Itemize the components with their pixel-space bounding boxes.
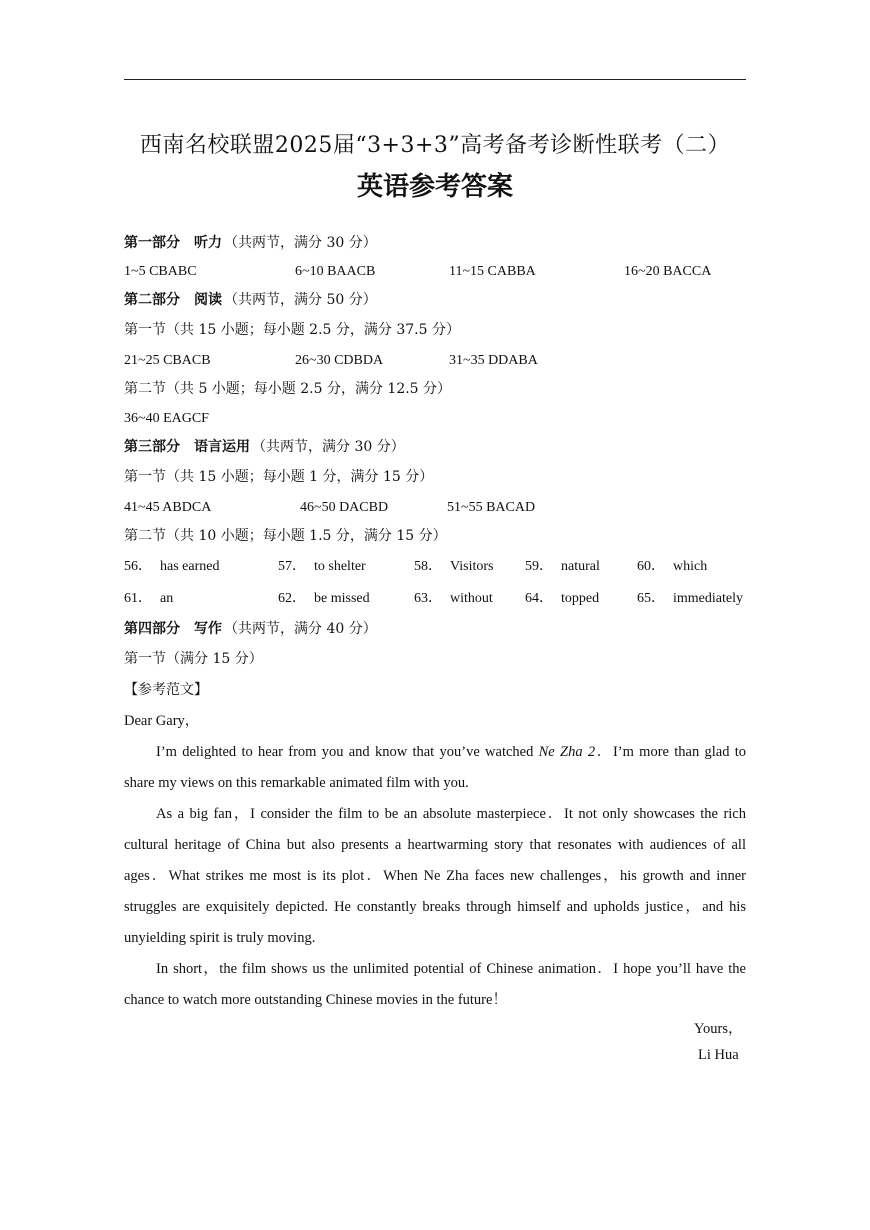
answer-group: 21~25 CBACB bbox=[124, 353, 211, 368]
fill-word: without bbox=[450, 591, 493, 606]
letter-paragraph: As a big fan，I consider the film to be an absolute masterpiece．It not only showcases the rich cultural heritage of China but also presents a heartwarming story that resonates with audiences of all ages．What strikes me most is its plot．When Ne Zha faces new challenges，his growth and inner struggles are exquisitely depicted. He constantly breaks through himself and upholds justice，and his unyielding spirit is truly moving. bbox=[124, 806, 746, 946]
film-title: Ne Zha 2 bbox=[538, 744, 596, 760]
part4-label: 第四部分 bbox=[124, 621, 180, 637]
fill-answer bbox=[414, 557, 494, 577]
fill-number: 56． bbox=[124, 559, 152, 574]
answer-group: 41~45 ABDCA bbox=[124, 500, 212, 515]
answer-group: 1~5 CBABC bbox=[124, 264, 197, 279]
fill-answer bbox=[637, 557, 707, 577]
answer-group: 46~50 DACBD bbox=[300, 500, 389, 515]
fill-word: has earned bbox=[160, 559, 220, 574]
part2-section1-heading: 第一节（共 15 小题；每小题 2.5 分，满分 37.5 分） bbox=[124, 322, 460, 338]
fill-word: topped bbox=[561, 591, 600, 606]
answer-group: 26~30 CDBDA bbox=[295, 353, 384, 368]
part3-note: （共两节，满分 30 分） bbox=[252, 439, 405, 455]
letter-greeting: Dear Gary， bbox=[124, 713, 200, 729]
fill-number: 63． bbox=[414, 591, 442, 606]
part3-label: 第三部分 bbox=[124, 439, 180, 455]
fill-number: 64． bbox=[525, 591, 553, 606]
part3-section2-heading: 第二节（共 10 小题；每小题 1.5 分，满分 15 分） bbox=[124, 528, 447, 544]
letter-text: I’m delighted to hear from you and know that you’ve watched bbox=[156, 744, 539, 760]
answer-group: 6~10 BAACB bbox=[295, 264, 376, 279]
part4-heading bbox=[124, 619, 377, 639]
fill-word: immediately bbox=[673, 591, 743, 606]
fill-number: 61． bbox=[124, 591, 152, 606]
fill-number: 57． bbox=[278, 559, 306, 574]
part3-section1-heading: 第一节（共 15 小题；每小题 1 分，满分 15 分） bbox=[124, 469, 434, 485]
fill-word: which bbox=[673, 559, 708, 574]
document-title: 西南名校联盟2025届“3+3+3”高考备考诊断性联考（二） bbox=[139, 133, 731, 158]
fill-answer bbox=[414, 589, 493, 609]
part4-name: 写作 bbox=[194, 621, 222, 637]
part2-note: （共两节，满分 50 分） bbox=[224, 292, 377, 308]
fill-answer bbox=[124, 589, 173, 609]
part2-heading bbox=[124, 290, 377, 310]
part2-section2-heading: 第二节（共 5 小题；每小题 2.5 分，满分 12.5 分） bbox=[124, 381, 452, 397]
fill-number: 60． bbox=[637, 559, 665, 574]
part1-name: 听力 bbox=[194, 235, 222, 251]
fill-number: 59． bbox=[525, 559, 553, 574]
fill-word: be missed bbox=[314, 591, 370, 606]
fill-answer bbox=[637, 589, 743, 609]
part4-note: （共两节，满分 40 分） bbox=[224, 621, 377, 637]
answer-group: 16~20 BACCA bbox=[624, 264, 712, 279]
part3-name: 语言运用 bbox=[194, 439, 250, 455]
answer-group: 51~55 BACAD bbox=[447, 500, 536, 515]
letter-text: ．I’m more than glad to share my views on this remarkable animated film with you. bbox=[124, 744, 747, 791]
fill-number: 65． bbox=[637, 591, 665, 606]
part4-section1-heading: 第一节（满分 15 分） bbox=[124, 651, 263, 667]
sample-letter bbox=[124, 706, 746, 1016]
sample-essay-label: 【参考范文】 bbox=[124, 682, 208, 698]
answer-group: 31~35 DDABA bbox=[449, 353, 538, 368]
fill-number: 58． bbox=[414, 559, 442, 574]
part2-name: 阅读 bbox=[194, 292, 222, 308]
answer-group: 36~40 EAGCF bbox=[124, 411, 209, 426]
letter-paragraph bbox=[124, 737, 746, 799]
document-subtitle: 英语参考答案 bbox=[356, 172, 513, 202]
part1-heading bbox=[124, 233, 377, 253]
header-rule bbox=[124, 79, 746, 80]
fill-answer bbox=[525, 557, 600, 577]
fill-word: Visitors bbox=[450, 559, 494, 574]
fill-number: 62． bbox=[278, 591, 306, 606]
letter-signature: Li Hua bbox=[698, 1047, 739, 1063]
fill-answer bbox=[278, 589, 370, 609]
fill-answer bbox=[525, 589, 599, 609]
fill-answer bbox=[278, 557, 366, 577]
letter-paragraph: In short，the film shows us the unlimited potential of Chinese animation．I hope you’ll have the chance to watch more outstanding Chinese movies in the future！ bbox=[124, 961, 746, 1008]
fill-word: to shelter bbox=[314, 559, 366, 574]
fill-answer bbox=[124, 557, 219, 577]
part1-note: （共两节，满分 30 分） bbox=[224, 235, 377, 251]
part2-label: 第二部分 bbox=[124, 292, 180, 308]
letter-closing: Yours， bbox=[694, 1021, 743, 1037]
part3-heading bbox=[124, 437, 405, 457]
fill-word: natural bbox=[561, 559, 600, 574]
answer-group: 11~15 CABBA bbox=[449, 264, 536, 279]
part1-label: 第一部分 bbox=[124, 235, 180, 251]
fill-word: an bbox=[160, 591, 174, 606]
